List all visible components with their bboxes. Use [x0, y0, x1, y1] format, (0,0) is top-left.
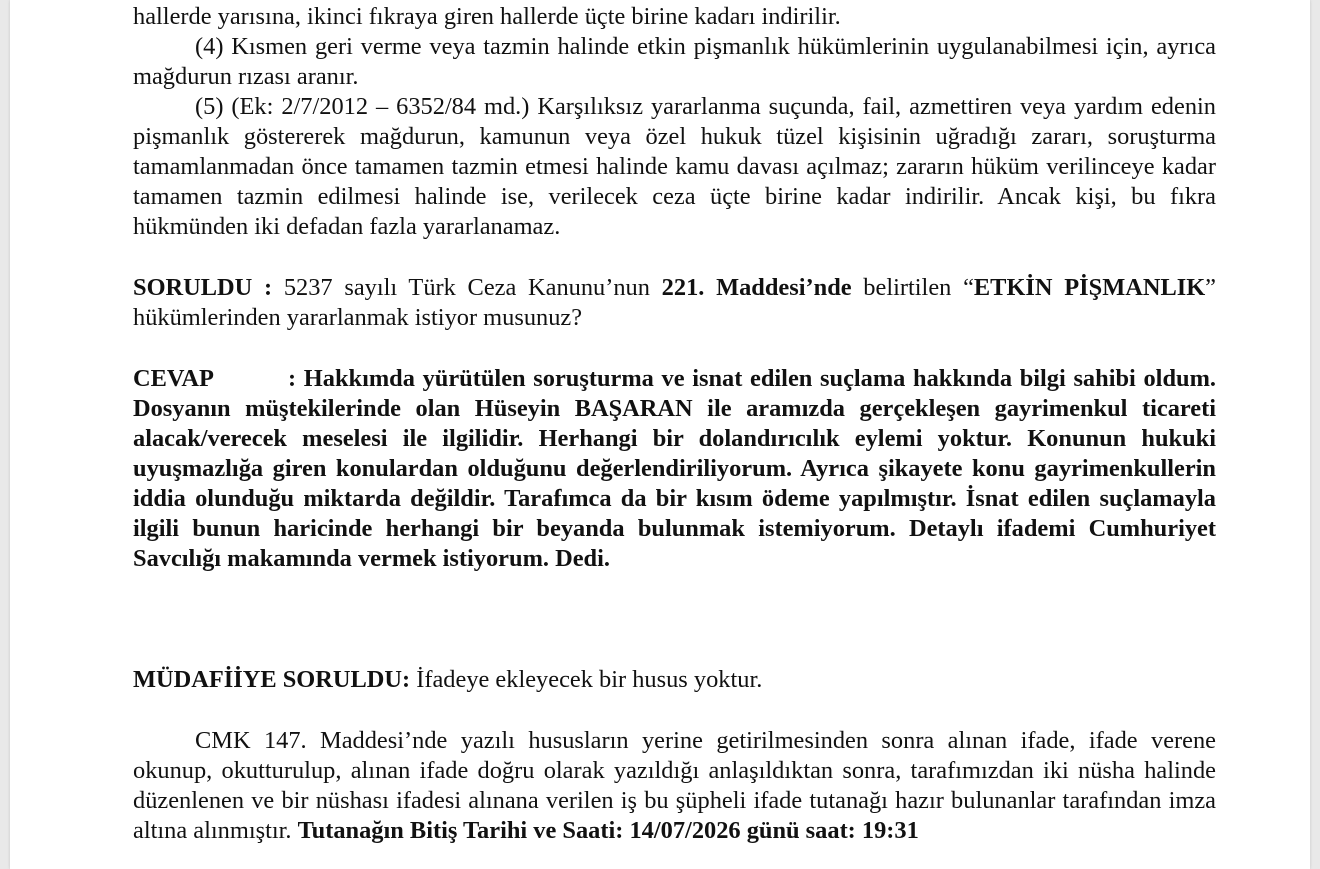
- question-text-a: 5237 sayılı Türk Ceza Kanunu’nun: [283, 274, 662, 301]
- question-article: 221. Maddesi’nde: [661, 274, 852, 301]
- paragraph-fragment: [133, 2, 1216, 32]
- defense-paragraph: [133, 665, 1216, 695]
- answer-paragraph: [133, 364, 1216, 574]
- paragraph-4-text: (4) Kısmen geri verme veya tazmin halinde etkin pişmanlık hükümlerinin uygulanabilmesi için, ayrıca mağdurun rızası aranır.: [133, 33, 1216, 90]
- question-colon: :: [252, 274, 284, 301]
- question-section: [133, 273, 1216, 333]
- paragraph-5: [133, 92, 1216, 242]
- answer-label: CEVAP: [133, 365, 214, 392]
- document-page: [10, 0, 1310, 869]
- closing-text: CMK 147. Maddesi’nde yazılı hususların yerine getirilmesinden sonra alınan ifade, ifade verene okunup, okutturulup, alınan ifade doğru olarak yazıldığı anlaşıldıktan sonra, tarafımızdan iki nüsha halinde düzenlenen ve bir nüshası ifadesi alınana verilen iş bu şüpheli ifade tutanağı hazır bulunanlar tarafından imza altına alınmıştır.: [133, 727, 1216, 844]
- defense-label: MÜDAFİİYE SORULDU:: [133, 666, 411, 693]
- question-label: SORULDU: [133, 274, 253, 301]
- paragraph-4: [133, 32, 1216, 92]
- question-text-b: belirtilen “: [851, 274, 974, 301]
- closing-paragraph: [133, 726, 1216, 846]
- defense-section: [133, 665, 1216, 695]
- paragraph-5-text: (5) (Ek: 2/7/2012 – 6352/84 md.) Karşılıksız yararlanma suçunda, fail, azmettiren veya yardım edenin pişmanlık göstererek mağdurun, kamunun veya özel hukuk tüzel kişisinin uğradığı zararı, soruşturma tamamlanmadan önce tamamen tazmin etmesi halinde kamu davası açılmaz; zararın hüküm verilinceye kadar tamamen tazmin edilmesi halinde ise, verilecek ceza üçte birine kadar indirilir. Ancak kişi, bu fıkra hükmünden iki defadan fazla yararlanamaz.: [133, 93, 1216, 240]
- question-term: ETKİN PİŞMANLIK: [973, 274, 1206, 301]
- defense-text: İfadeye ekleyecek bir husus yoktur.: [410, 666, 763, 693]
- answer-section: [133, 364, 1216, 574]
- question-paragraph: [133, 273, 1216, 333]
- answer-text: : Hakkımda yürütülen soruşturma ve isnat edilen suçlama hakkında bilgi sahibi oldum. Dosyanın müştekilerinde olan Hüseyin BAŞARAN ile aramızda gerçekleşen gayrimenkul ticareti alacak/verecek meselesi ile ilgilidir. Herhangi bir dolandırıcılık eylemi yoktur. Konunun hukuki uyuşmazlığa giren konulardan olduğunu değerlendiriliyorum. Ayrıca şikayete konu gayrimenkullerin iddia olunduğu miktarda değildir. Tarafımca da bir kısım ödeme yapılmıştır. İsnat edilen suçlamayla ilgili bunun haricinde herhangi bir beyanda bulunmak istemiyorum. Detaylı ifademi Cumhuriyet Savcılığı makamında vermek istiyorum. Dedi.: [133, 365, 1216, 572]
- end-timestamp: Tutanağın Bitiş Tarihi ve Saati: 14/07/2026 günü saat: 19:31: [297, 817, 919, 844]
- closing-section: [133, 726, 1216, 846]
- paragraph-fragment-text: hallerde yarısına, ikinci fıkraya giren hallerde üçte birine kadarı indirilir.: [133, 3, 841, 30]
- question-text-c: ” hükümlerinden yararlanmak istiyor musunuz?: [133, 274, 1216, 331]
